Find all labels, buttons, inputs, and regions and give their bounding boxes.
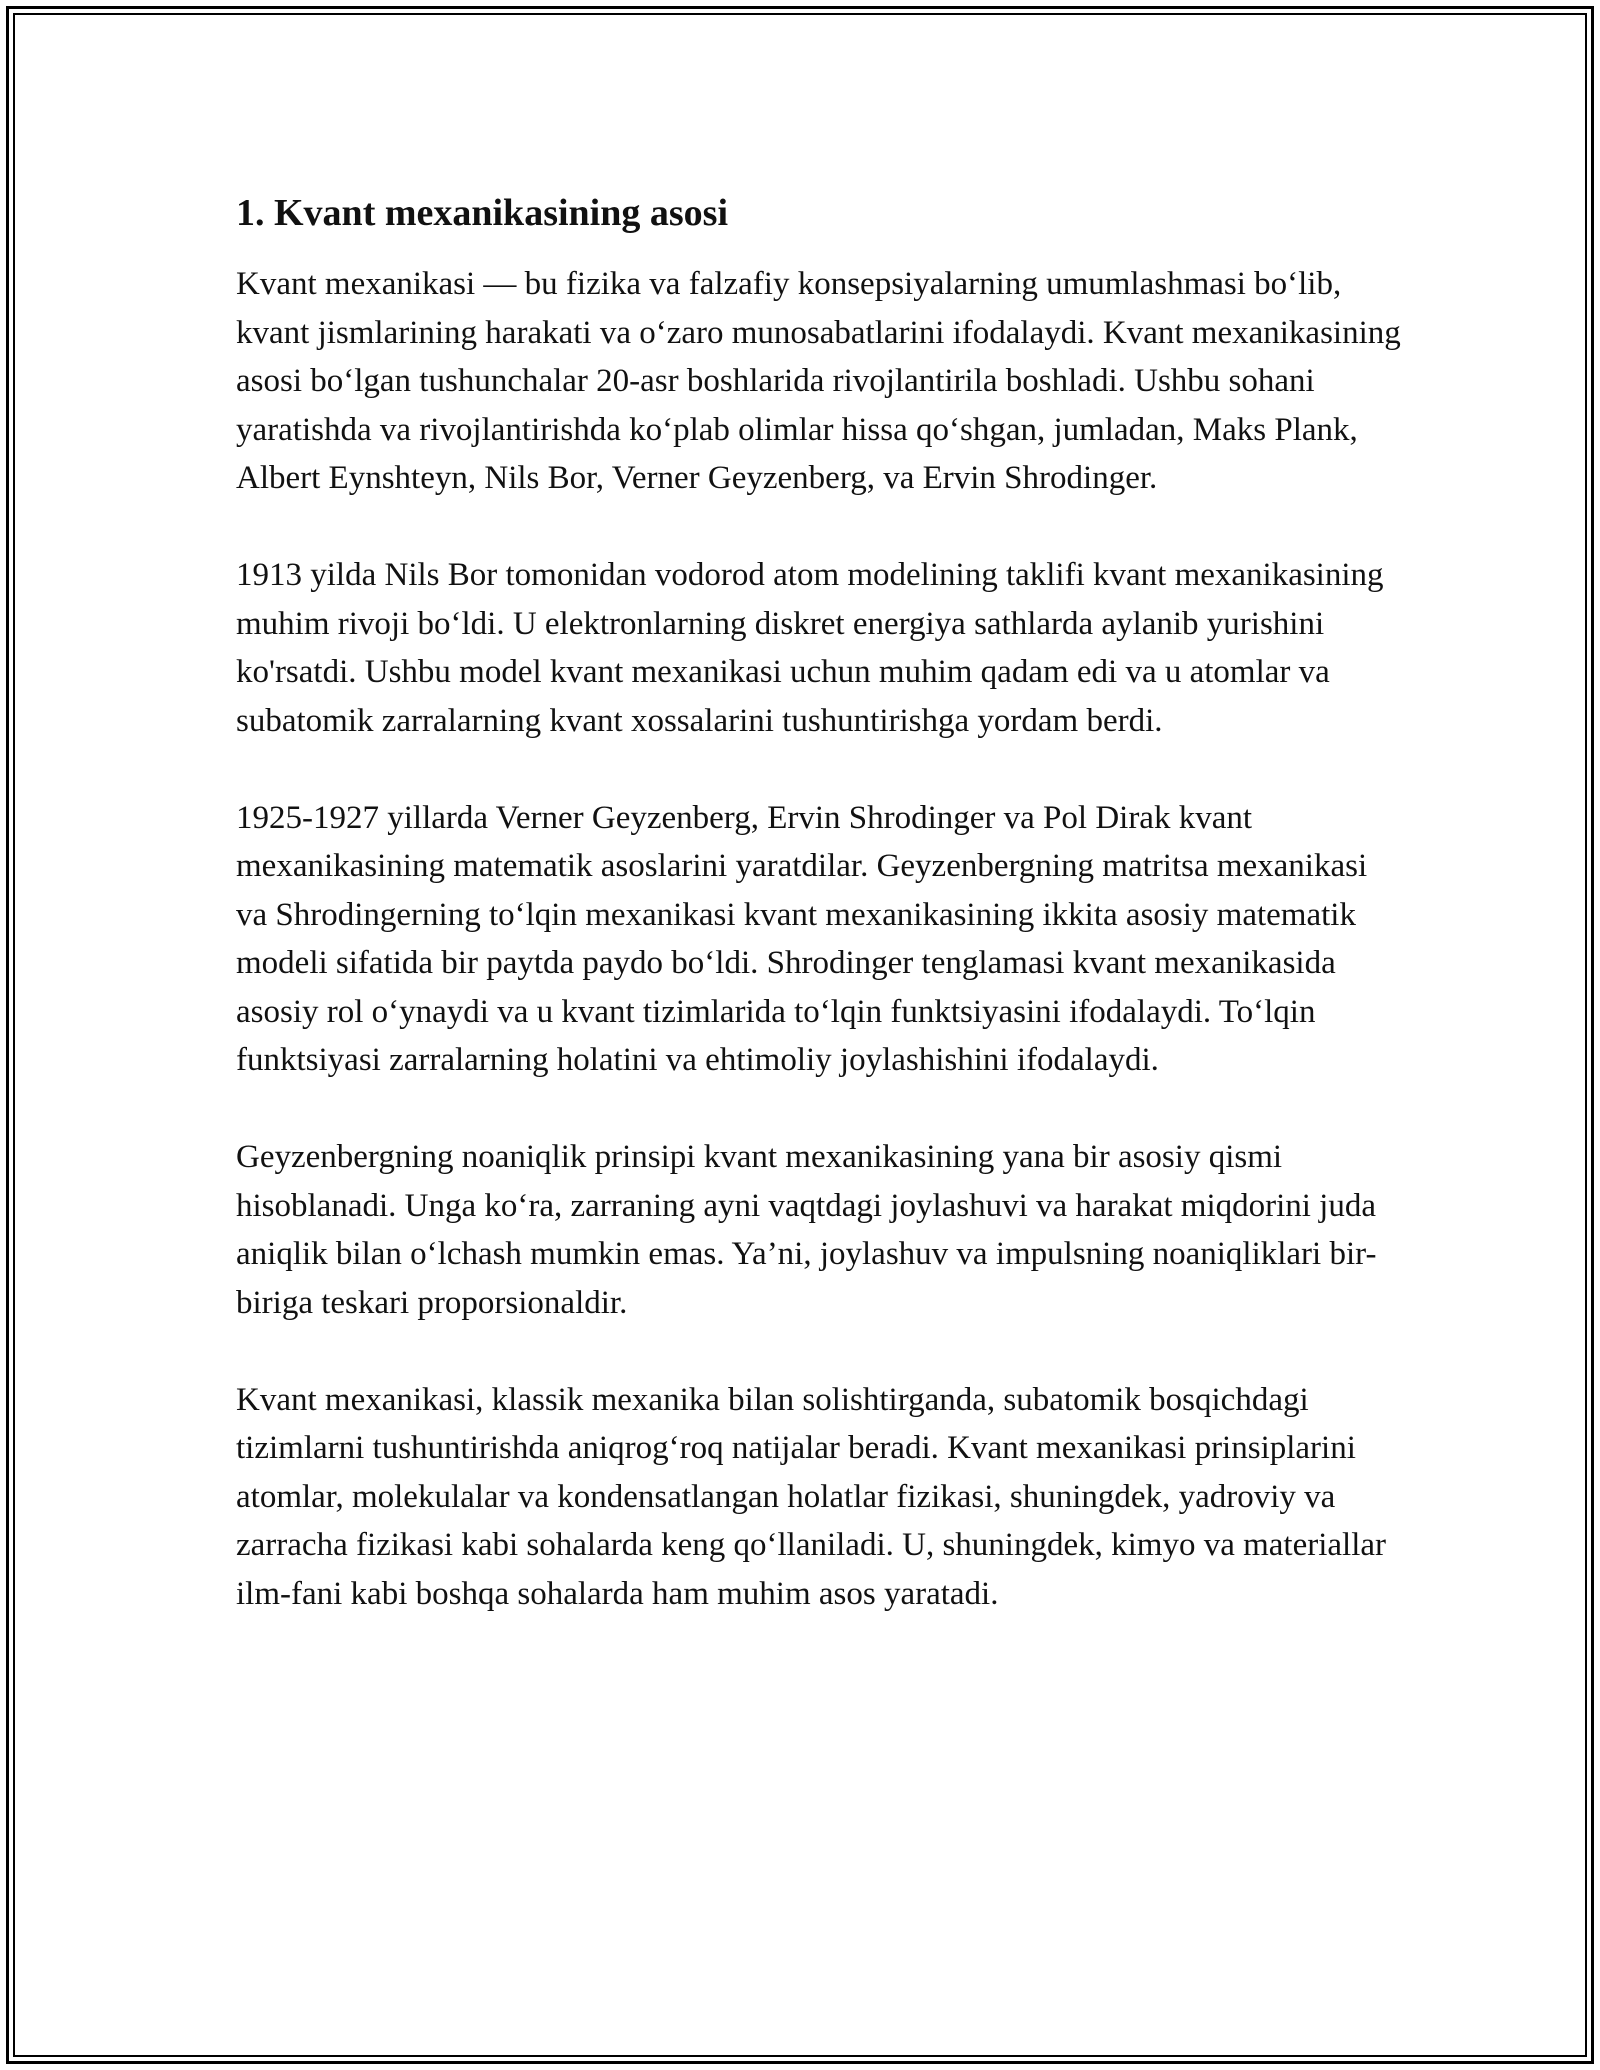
- paragraph-uncertainty-principle: Geyzenbergning noaniqlik prinsipi kvant mexanikasining yana bir asosiy qismi hisoblanadi. Unga ko‘ra, zarraning ayni vaqtdagi joylashuvi va harakat miqdorini juda aniqlik bilan o‘lchash mumkin emas. Ya’ni, joylashuv va impulsning noaniqliklari bir-biriga teskari proporsionaldir.: [236, 1139, 1377, 1321]
- paragraph-mathematical-foundations: 1925-1927 yillarda Verner Geyzenberg, Ervin Shrodinger va Pol Dirak kvant mexanikasining matematik asoslarini yaratdilar. Geyzenbergning matritsa mexanikasi va Shrodingerning to‘lqin mexanikasi kvant mexanikasining ikkita asosiy matematik modeli sifatida bir paytda paydo bo‘ldi. Shrodinger tenglamasi kvant mexanikasida asosiy rol o‘ynaydi va u kvant tizimlarida to‘lqin funktsiyasini ifodalaydi. To‘lqin funktsiyasi zarralarning holatini va ehtimoliy joylashishini ifodalaydi.: [236, 799, 1368, 1078]
- document-body: [236, 186, 1406, 1667]
- paragraph-bohr-model: 1913 yilda Nils Bor tomonidan vodorod atom modelining taklifi kvant mexanikasining muhim rivoji bo‘ldi. U elektronlarning diskret energiya sathlarda aylanib yurishini ko'rsatdi. Ushbu model kvant mexanikasi uchun muhim qadam edi va u atomlar va subatomik zarralarning kvant xossalarini tushuntirishga yordam berdi.: [236, 557, 1384, 739]
- section-heading: 1. Kvant mexanikasining asosi: [236, 192, 728, 234]
- paragraph-intro: Kvant mexanikasi — bu fizika va falzafiy konsepsiyalarning umumlashmasi bo‘lib, kvant jismlarining harakati va o‘zaro munosabatlarini ifodalaydi. Kvant mexanikasining asosi bo‘lgan tushunchalar 20-asr boshlarida rivojlantirila boshladi. Ushbu sohani yaratishda va rivojlantirishda ko‘plab olimlar hissa qo‘shgan, jumladan, Maks Plank, Albert Eynshteyn, Nils Bor, Verner Geyzenberg, va Ervin Shrodinger.: [236, 266, 1401, 496]
- paragraph-applications: Kvant mexanikasi, klassik mexanika bilan solishtirganda, subatomik bosqichdagi tizimlarni tushuntirishda aniqrog‘roq natijalar beradi. Kvant mexanikasi prinsiplarini atomlar, molekulalar va kondensatlangan holatlar fizikasi, shuningdek, yadroviy va zarracha fizikasi kabi sohalarda keng qo‘llaniladi. U, shuningdek, kimyo va materiallar ilm-fani kabi boshqa sohalarda ham muhim asos yaratadi.: [236, 1381, 1387, 1612]
